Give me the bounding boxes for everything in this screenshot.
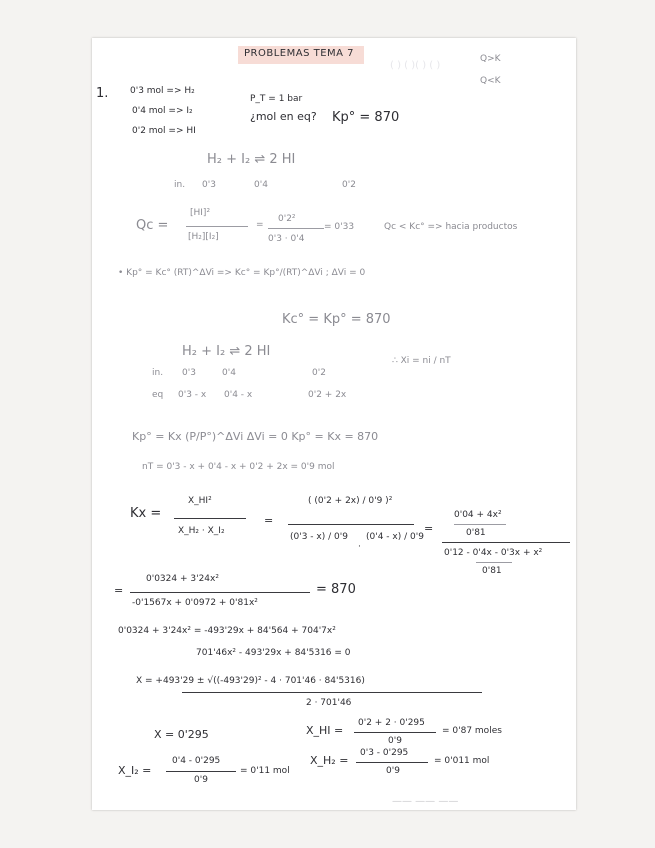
kc-equals-kp: Kc° = Kp° = 870 bbox=[282, 312, 391, 327]
kx-denominator-3b: 0'81 bbox=[482, 566, 502, 576]
qc-numerator-2: 0'2² bbox=[278, 214, 296, 224]
initial-hi-2: 0'2 bbox=[312, 368, 326, 378]
xi2-numerator: 0'4 - 0'295 bbox=[172, 756, 221, 766]
quadratic-denominator: 2 · 701'46 bbox=[306, 698, 352, 708]
eq-hi-2: 0'2 + 2x bbox=[308, 390, 347, 400]
solve-fraction-bar bbox=[130, 592, 310, 593]
x-result: X = 0'295 bbox=[154, 728, 209, 741]
xh2-result: = 0'011 mol bbox=[434, 756, 490, 766]
kx-numerator-3: 0'04 + 4x² bbox=[454, 510, 502, 520]
kx-equals-1: = bbox=[264, 514, 274, 527]
xi2-label: X_I₂ = bbox=[118, 764, 152, 777]
initial-h2-1: 0'3 bbox=[202, 180, 216, 190]
kx-numerator: X_HI² bbox=[188, 496, 212, 506]
page-footer-marks: —— —— —— bbox=[392, 796, 459, 807]
kx-denominator-2b: (0'4 - x) / 0'9 bbox=[366, 532, 424, 542]
data-line-h2: 0'3 mol => H₂ bbox=[130, 86, 195, 96]
kx-denominator-2a: (0'3 - x) / 0'9 bbox=[290, 532, 348, 542]
data-line-hi: 0'2 mol => HI bbox=[132, 126, 196, 136]
problem-number: 1. bbox=[96, 86, 109, 101]
qc-denominator-2: 0'3 · 0'4 bbox=[268, 234, 305, 244]
question: ¿mol en eq? bbox=[250, 110, 317, 123]
kx-equals-2: = bbox=[424, 522, 434, 535]
xhi-numerator: 0'2 + 2 · 0'295 bbox=[358, 718, 425, 728]
qc-fraction-bar bbox=[186, 226, 248, 227]
xhi-label: X_HI = bbox=[306, 724, 344, 737]
initial-hi-1: 0'2 bbox=[342, 180, 356, 190]
notebook-page bbox=[92, 38, 576, 810]
xhi-bar bbox=[354, 732, 436, 733]
kx-denominator: X_H₂ · X_I₂ bbox=[178, 526, 225, 536]
solve-numerator: 0'0324 + 3'24x² bbox=[146, 574, 219, 584]
kp-kx-relation: Kp° = Kx (P/P°)^ΔVi ΔVi = 0 Kp° = Kx = 870 bbox=[132, 430, 379, 443]
xh2-denominator: 0'9 bbox=[386, 766, 400, 776]
corner-note-1: Q>K bbox=[480, 54, 501, 64]
data-line-i2: 0'4 mol => I₂ bbox=[132, 106, 193, 116]
xh2-numerator: 0'3 - 0'295 bbox=[360, 748, 409, 758]
qc-conclusion: Qc < Kc° => hacia productos bbox=[384, 222, 518, 232]
kp-value: Kp° = 870 bbox=[332, 110, 400, 125]
initial-label-2: in. bbox=[152, 368, 164, 378]
xhi-denominator: 0'9 bbox=[388, 736, 402, 746]
kx-dot: · bbox=[358, 542, 361, 552]
kx-denominator-3: 0'12 - 0'4x - 0'3x + x² bbox=[444, 548, 543, 558]
solve-line-3: 701'46x² - 493'29x + 84'5316 = 0 bbox=[196, 648, 351, 658]
solve-denominator: -0'1567x + 0'0972 + 0'81x² bbox=[132, 598, 258, 608]
quadratic-numerator: X = +493'29 ± √((-493'29)² - 4 · 701'46 · 84'5316) bbox=[136, 676, 365, 686]
xi2-denominator: 0'9 bbox=[194, 775, 208, 785]
qc-numerator: [HI]² bbox=[190, 208, 211, 218]
initial-label-1: in. bbox=[174, 180, 186, 190]
eq-h2-2: 0'3 - x bbox=[178, 390, 207, 400]
mole-fraction-def: ∴ Xi = ni / nT bbox=[392, 356, 451, 366]
eq-label-2: eq bbox=[152, 390, 164, 400]
bleed-through-text: ( ) ( )( ) ( ) bbox=[390, 60, 441, 71]
initial-h2-2: 0'3 bbox=[182, 368, 196, 378]
initial-i2-2: 0'4 bbox=[222, 368, 236, 378]
kx-small-bar-1 bbox=[454, 524, 506, 525]
qc-equals: = bbox=[256, 220, 264, 230]
kx-fraction-bar bbox=[174, 518, 246, 519]
kx-label: Kx = bbox=[130, 506, 162, 521]
xi2-bar bbox=[166, 771, 236, 772]
kx-fraction-bar-3 bbox=[442, 542, 570, 543]
quadratic-bar bbox=[182, 692, 482, 693]
qc-fraction-bar-2 bbox=[268, 228, 324, 229]
reaction-equation-2: H₂ + I₂ ⇌ 2 HI bbox=[182, 344, 271, 359]
kx-numerator-2: ( (0'2 + 2x) / 0'9 )² bbox=[308, 496, 393, 506]
xi2-result: = 0'11 mol bbox=[240, 766, 290, 776]
eq-i2-2: 0'4 - x bbox=[224, 390, 253, 400]
solve-equals: = bbox=[114, 584, 124, 597]
qc-result: = 0'33 bbox=[324, 222, 355, 232]
solve-line-2: 0'0324 + 3'24x² = -493'29x + 84'564 + 704'7x² bbox=[118, 626, 336, 636]
kx-fraction-bar-2 bbox=[288, 524, 414, 525]
kp-kc-relation: • Kp° = Kc° (RT)^ΔVi => Kc° = Kp°/(RT)^ΔVi ; ΔVi = 0 bbox=[118, 268, 366, 278]
kx-small-bar-2 bbox=[476, 562, 512, 563]
total-moles: nT = 0'3 - x + 0'4 - x + 0'2 + 2x = 0'9 mol bbox=[142, 462, 335, 472]
qc-denominator: [H₂][I₂] bbox=[188, 232, 219, 242]
xhi-result: = 0'87 moles bbox=[442, 726, 502, 736]
total-pressure: P_T = 1 bar bbox=[250, 94, 303, 104]
page-title: PROBLEMAS TEMA 7 bbox=[244, 48, 355, 59]
reaction-equation-1: H₂ + I₂ ⇌ 2 HI bbox=[207, 152, 296, 167]
xh2-label: X_H₂ = bbox=[310, 754, 349, 767]
solve-result: = 870 bbox=[316, 582, 356, 597]
initial-i2-1: 0'4 bbox=[254, 180, 268, 190]
kx-numerator-3b: 0'81 bbox=[466, 528, 486, 538]
corner-note-2: Q<K bbox=[480, 76, 501, 86]
qc-label: Qc = bbox=[136, 218, 169, 233]
xh2-bar bbox=[356, 762, 428, 763]
